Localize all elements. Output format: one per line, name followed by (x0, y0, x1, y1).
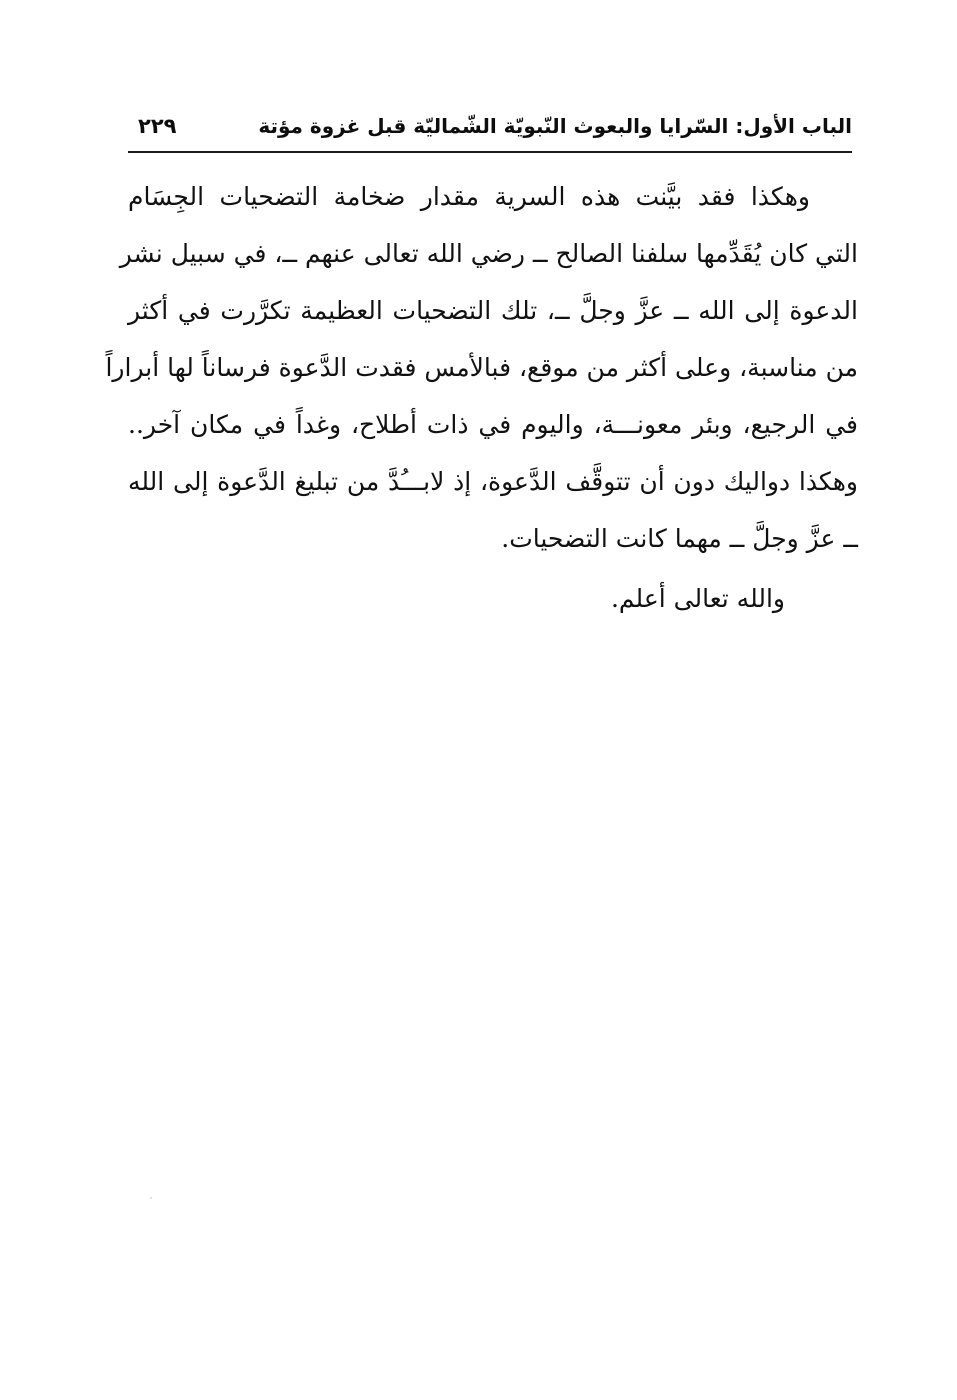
text-line-5: في الرجيع، وبئر معونـــة، واليوم في ذات أطلاح، وغداً في مكان آخر.. (128, 410, 858, 439)
text-line-4: من مناسبة، وعلى أكثر من موقع، فبالأمس فقدت الدَّعوة فرساناً لها أبراراً (105, 353, 858, 382)
closing-phrase: والله تعالى أعلم. (610, 584, 785, 613)
text-line-3: الدعوة إلى الله ــ عزَّ وجلَّ ــ، تلك التضحيات العظيمة تكرَّرت في أكثر (128, 296, 858, 325)
chapter-title: الباب الأول: السّرايا والبعوث النّبويّة الشّماليّة قبل غزوة مؤتة (258, 114, 852, 138)
body-paragraph (105, 168, 858, 567)
text-line-7: ــ عزَّ وجلَّ ــ مهما كانت التضحيات. (501, 524, 858, 553)
text-line-6: وهكذا دواليك دون أن تتوقَّف الدَّعوة، إذ لابـــُدَّ من تبليغ الدَّعوة إلى الله (128, 467, 858, 496)
page-header (128, 108, 852, 148)
scan-speck (150, 1197, 152, 1199)
text-line-1: وهكذا فقد بيَّنت هذه السرية مقدار ضخامة التضحيات الجِسَام (128, 182, 810, 211)
header-divider (128, 151, 852, 153)
page-number: ٢٢٩ (138, 114, 177, 138)
text-line-2: التي كان يُقَدِّمها سلفنا الصالح ــ رضي الله تعالى عنهم ــ، في سبيل نشر (119, 239, 858, 268)
